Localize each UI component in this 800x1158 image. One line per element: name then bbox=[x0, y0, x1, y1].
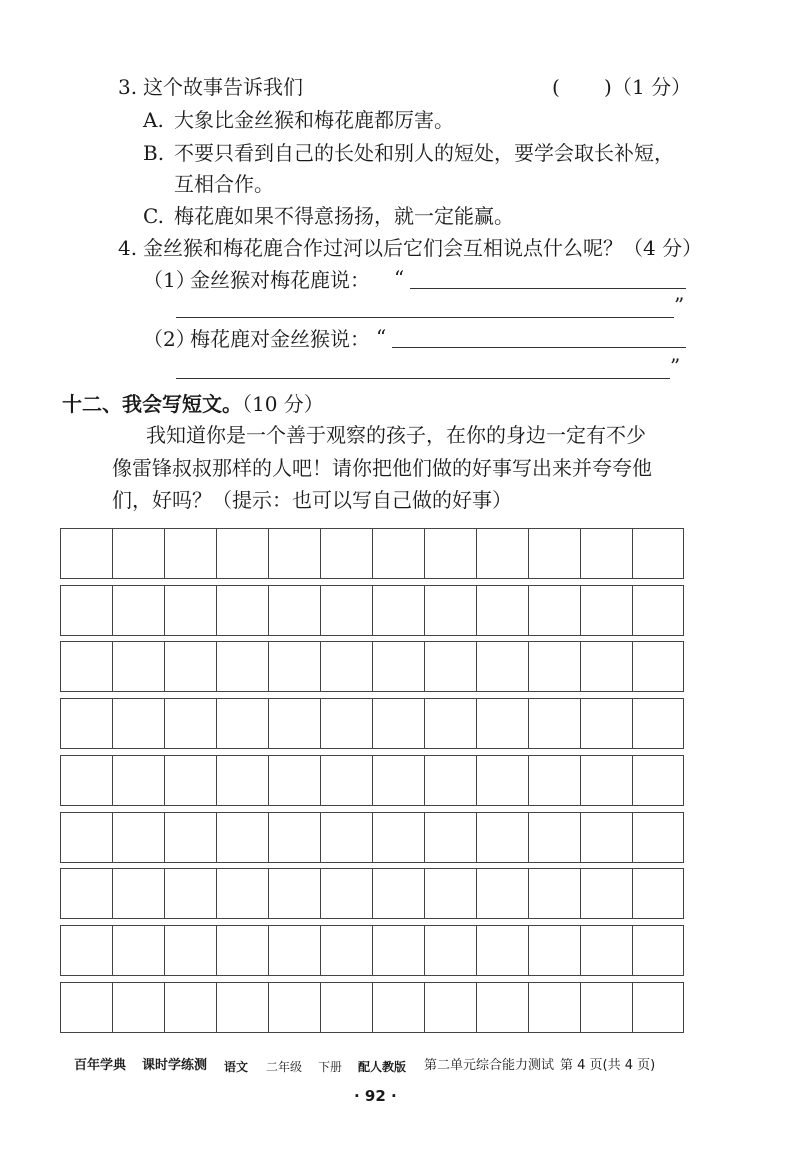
grid-cell[interactable] bbox=[477, 756, 529, 805]
q4-sub2-text: 梅花鹿对金丝猴说： bbox=[190, 327, 370, 351]
q4-sub1-open-quote: “ bbox=[394, 266, 405, 290]
grid-cell[interactable] bbox=[61, 642, 113, 691]
q4-sub1-answer-line-2[interactable] bbox=[176, 317, 674, 318]
grid-cell[interactable] bbox=[217, 586, 269, 635]
grid-cell[interactable] bbox=[269, 699, 321, 748]
grid-cell[interactable] bbox=[165, 983, 217, 1032]
grid-cell[interactable] bbox=[269, 926, 321, 975]
grid-cell[interactable] bbox=[269, 983, 321, 1032]
grid-cell[interactable] bbox=[581, 586, 633, 635]
grid-cell[interactable] bbox=[529, 926, 581, 975]
q4-sub1-close-quote: ” bbox=[674, 293, 685, 317]
grid-cell[interactable] bbox=[61, 586, 113, 635]
q4-sub1-label: （1） bbox=[143, 268, 196, 292]
grid-cell[interactable] bbox=[425, 926, 477, 975]
section12-title: 十二、我会写短文。 bbox=[62, 392, 242, 416]
grid-cell[interactable] bbox=[165, 529, 217, 578]
grid-cell[interactable] bbox=[373, 699, 425, 748]
grid-cell[interactable] bbox=[165, 642, 217, 691]
grid-cell[interactable] bbox=[425, 642, 477, 691]
q3-text: 这个故事告诉我们 bbox=[143, 75, 303, 99]
grid-cell[interactable] bbox=[113, 529, 165, 578]
grid-cell[interactable] bbox=[581, 813, 633, 862]
grid-cell[interactable] bbox=[425, 869, 477, 918]
q4-sub2-answer-line-2[interactable] bbox=[176, 378, 670, 379]
grid-cell[interactable] bbox=[269, 869, 321, 918]
grid-cell[interactable] bbox=[217, 529, 269, 578]
q4-sub1-answer-line-1[interactable] bbox=[410, 288, 686, 289]
grid-cell[interactable] bbox=[113, 586, 165, 635]
grid-cell[interactable] bbox=[425, 813, 477, 862]
grid-cell[interactable] bbox=[425, 983, 477, 1032]
grid-cell[interactable] bbox=[113, 869, 165, 918]
grid-row bbox=[60, 698, 684, 749]
grid-cell[interactable] bbox=[321, 756, 373, 805]
grid-cell[interactable] bbox=[61, 869, 113, 918]
grid-cell[interactable] bbox=[373, 926, 425, 975]
grid-cell[interactable] bbox=[321, 642, 373, 691]
q3-option-b-letter: B. bbox=[143, 141, 165, 165]
grid-cell[interactable] bbox=[633, 813, 685, 862]
grid-cell[interactable] bbox=[477, 869, 529, 918]
grid-cell[interactable] bbox=[529, 699, 581, 748]
grid-cell[interactable] bbox=[477, 586, 529, 635]
grid-cell[interactable] bbox=[425, 586, 477, 635]
grid-row bbox=[60, 982, 684, 1033]
grid-cell[interactable] bbox=[321, 699, 373, 748]
q3-score: （1 分） bbox=[612, 75, 692, 99]
grid-cell[interactable] bbox=[113, 813, 165, 862]
q3-option-c-letter: C. bbox=[143, 204, 164, 228]
q3-option-b-line1: 不要只看到自己的长处和别人的短处，要学会取长补短， bbox=[174, 141, 674, 165]
page-number: · 92 · bbox=[354, 1087, 397, 1105]
grid-cell[interactable] bbox=[217, 869, 269, 918]
grid-cell[interactable] bbox=[529, 983, 581, 1032]
q3-option-a-text: 大象比金丝猴和梅花鹿都厉害。 bbox=[174, 108, 454, 132]
grid-cell[interactable] bbox=[373, 529, 425, 578]
grid-cell[interactable] bbox=[477, 813, 529, 862]
grid-cell[interactable] bbox=[529, 869, 581, 918]
grid-cell[interactable] bbox=[373, 813, 425, 862]
grid-cell[interactable] bbox=[633, 926, 685, 975]
grid-cell[interactable] bbox=[61, 529, 113, 578]
grid-cell[interactable] bbox=[321, 983, 373, 1032]
grid-cell[interactable] bbox=[477, 983, 529, 1032]
grid-cell[interactable] bbox=[633, 586, 685, 635]
grid-cell[interactable] bbox=[113, 926, 165, 975]
grid-cell[interactable] bbox=[529, 642, 581, 691]
grid-cell[interactable] bbox=[113, 756, 165, 805]
grid-cell[interactable] bbox=[477, 642, 529, 691]
grid-cell[interactable] bbox=[373, 983, 425, 1032]
footer-subject: 语文 bbox=[224, 1060, 249, 1074]
grid-cell[interactable] bbox=[425, 699, 477, 748]
grid-cell[interactable] bbox=[217, 926, 269, 975]
grid-cell[interactable] bbox=[217, 983, 269, 1032]
q4-sub2-close-quote: ” bbox=[670, 354, 681, 378]
grid-row bbox=[60, 528, 684, 579]
q3-option-c-text: 梅花鹿如果不得意扬扬，就一定能赢。 bbox=[174, 204, 514, 228]
grid-cell[interactable] bbox=[529, 529, 581, 578]
grid-cell[interactable] bbox=[113, 642, 165, 691]
grid-cell[interactable] bbox=[373, 586, 425, 635]
q4-text: 金丝猴和梅花鹿合作过河以后它们会互相说点什么呢？（4 分） bbox=[143, 236, 703, 260]
q3-answer-paren-open: ( bbox=[552, 75, 560, 99]
grid-cell[interactable] bbox=[321, 869, 373, 918]
grid-cell[interactable] bbox=[165, 586, 217, 635]
grid-row bbox=[60, 641, 684, 692]
grid-cell[interactable] bbox=[633, 869, 685, 918]
section12-prompt-line2: 像雷锋叔叔那样的人吧！请你把他们做的好事写出来并夸夸他 bbox=[112, 456, 652, 480]
grid-cell[interactable] bbox=[581, 983, 633, 1032]
grid-cell[interactable] bbox=[165, 869, 217, 918]
footer-series: 课时学练测 bbox=[142, 1058, 208, 1073]
q4-sub1-text: 金丝猴对梅花鹿说： bbox=[190, 268, 370, 292]
footer-volume: 下册 bbox=[318, 1060, 343, 1074]
grid-cell[interactable] bbox=[61, 926, 113, 975]
section12-prompt-line3: 们，好吗？（提示：也可以写自己做的好事） bbox=[112, 488, 512, 512]
grid-cell[interactable] bbox=[529, 756, 581, 805]
section12-prompt-line1: 我知道你是一个善于观察的孩子，在你的身边一定有不少 bbox=[146, 423, 646, 447]
grid-cell[interactable] bbox=[269, 586, 321, 635]
grid-cell[interactable] bbox=[581, 642, 633, 691]
grid-row bbox=[60, 868, 684, 919]
grid-cell[interactable] bbox=[321, 529, 373, 578]
grid-cell[interactable] bbox=[61, 699, 113, 748]
section12-score: （10 分） bbox=[232, 392, 324, 416]
grid-row bbox=[60, 812, 684, 863]
grid-cell[interactable] bbox=[269, 529, 321, 578]
q3-answer-paren-close[interactable]: ) bbox=[604, 75, 612, 99]
grid-cell[interactable] bbox=[581, 756, 633, 805]
q3-number: 3. bbox=[118, 75, 138, 99]
q4-sub2-answer-line-1[interactable] bbox=[392, 347, 686, 348]
grid-cell[interactable] bbox=[529, 813, 581, 862]
grid-cell[interactable] bbox=[165, 699, 217, 748]
grid-cell[interactable] bbox=[633, 642, 685, 691]
grid-cell[interactable] bbox=[61, 756, 113, 805]
grid-cell[interactable] bbox=[321, 926, 373, 975]
grid-cell[interactable] bbox=[477, 529, 529, 578]
grid-cell[interactable] bbox=[165, 756, 217, 805]
grid-cell[interactable] bbox=[581, 529, 633, 578]
grid-row bbox=[60, 585, 684, 636]
grid-cell[interactable] bbox=[217, 642, 269, 691]
grid-cell[interactable] bbox=[61, 983, 113, 1032]
grid-cell[interactable] bbox=[217, 813, 269, 862]
grid-cell[interactable] bbox=[477, 926, 529, 975]
q3-option-a-letter: A. bbox=[143, 108, 164, 132]
grid-cell[interactable] bbox=[581, 699, 633, 748]
grid-row bbox=[60, 925, 684, 976]
footer-grade: 二年级 bbox=[266, 1060, 303, 1074]
grid-cell[interactable] bbox=[217, 699, 269, 748]
q4-sub2-open-quote: “ bbox=[376, 325, 387, 349]
grid-cell[interactable] bbox=[165, 926, 217, 975]
q4-sub2-label: （2） bbox=[143, 327, 196, 351]
footer-page-info: 第 4 页(共 4 页) bbox=[560, 1058, 656, 1073]
grid-cell[interactable] bbox=[217, 756, 269, 805]
grid-cell[interactable] bbox=[165, 813, 217, 862]
grid-cell[interactable] bbox=[633, 756, 685, 805]
q4-number: 4. bbox=[118, 236, 138, 260]
grid-cell[interactable] bbox=[425, 529, 477, 578]
q3-option-b-line2: 互相合作。 bbox=[174, 172, 274, 196]
footer-edition: 配人教版 bbox=[358, 1060, 407, 1074]
footer-brand: 百年学典 bbox=[74, 1058, 127, 1073]
grid-cell[interactable] bbox=[633, 699, 685, 748]
grid-cell[interactable] bbox=[633, 983, 685, 1032]
grid-cell[interactable] bbox=[529, 586, 581, 635]
grid-cell[interactable] bbox=[113, 699, 165, 748]
grid-cell[interactable] bbox=[425, 756, 477, 805]
grid-cell[interactable] bbox=[321, 813, 373, 862]
footer-test-name: 第二单元综合能力测试 bbox=[424, 1058, 555, 1073]
grid-cell[interactable] bbox=[61, 813, 113, 862]
grid-row bbox=[60, 755, 684, 806]
grid-cell[interactable] bbox=[477, 699, 529, 748]
grid-cell[interactable] bbox=[633, 529, 685, 578]
grid-cell[interactable] bbox=[321, 586, 373, 635]
grid-cell[interactable] bbox=[113, 983, 165, 1032]
grid-cell[interactable] bbox=[373, 642, 425, 691]
grid-cell[interactable] bbox=[269, 642, 321, 691]
grid-cell[interactable] bbox=[373, 869, 425, 918]
grid-cell[interactable] bbox=[581, 926, 633, 975]
grid-cell[interactable] bbox=[373, 756, 425, 805]
grid-cell[interactable] bbox=[269, 813, 321, 862]
grid-cell[interactable] bbox=[269, 756, 321, 805]
grid-cell[interactable] bbox=[581, 869, 633, 918]
